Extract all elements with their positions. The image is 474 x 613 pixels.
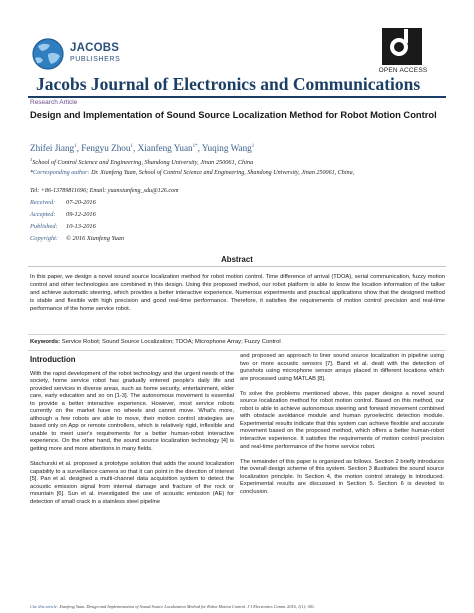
date-value: 10-13-2016 xyxy=(66,223,96,230)
keywords-label: Keywords: xyxy=(30,339,61,345)
affiliation-text: School of Control Science and Engineering, Shandong University, Jinan 250061, China xyxy=(32,159,254,167)
journal-title: Jacobs Journal of Electronics and Communications xyxy=(36,74,421,94)
header-divider xyxy=(28,96,446,98)
article-type: Research Article xyxy=(30,98,78,106)
abstract-divider xyxy=(28,266,446,267)
citation-text: Xianfeng Yuan. Design and Implementation of Sound Source Localization Method for Robot Motion Control. J J Electronics Comm. 2016, 1(1): 001. xyxy=(59,604,316,609)
body-paragraph: Stachurski et al. proposed a prototype solution that adds the sound localization capability to a surveillance camera so that it can point in the direction of interest [5]. Pan et al. designed a multi-channel data acquisition system to detect the acoustic emission signal from internal damage and fracture of the rock or mountain [6]. Sun et al. investigated the use of acoustic emission (AE) for detection of small crack in a stainless steel pipeline xyxy=(30,461,234,505)
abstract-text: In this paper, we design a novel sound source localization method for robot motion control. Time difference of arrival (TDOA), serial communication, fuzzy motion control and other technologies are combined in this design. Using this proposed method, our robot platform is able to know the location information of the talker and achieve automatic steering, which provides a better interactive experience. Numerous experiments and practical applications show that the designed method is stable and flexible with high precision and good real-time performance. Therefore, it satisfies the requirements of motion control precision and real-time performance of the home service robot. xyxy=(30,274,445,312)
author-name: Zhifei Jiang xyxy=(30,143,75,153)
body-paragraph: To solve the problems mentioned above, this paper designs a novel sound source localization method for robot motion control. Based on this method, our robot is able to achieve autonomous steering and forward movement combined with obstacle avoidance module and human pyroelectric detection module. Experimental results indicate that this system can achieve flexible and accurate movement based on the proposed method, which offers a better human-robot interactive experience. It satisfies the requirements of motion control precision and real-time performance of the home service robot. xyxy=(240,390,444,450)
body-paragraph: The remainder of this paper is organized as follows. Section 2 briefly introduces the overall design scheme of this system. Section 3 illustrates the sound source localization principle. In Section 4, the motion control strategy is introduced. Experimental results are discussed in Section 5. Section 6 is devoted to conclusion. xyxy=(240,458,444,495)
open-access-label: OPEN ACCESS xyxy=(378,67,428,74)
keywords-divider-top xyxy=(28,334,446,335)
date-label: Received: xyxy=(30,199,56,206)
keywords-divider-bottom xyxy=(28,350,446,351)
corresponding-text: Dr. Xianfeng Yuan, School of Control Science and Engineering, Shandong University, Jinan 250061, China, xyxy=(91,170,355,176)
corresponding-contact: Tel: +86-13789811696; Email: yuanxianfeng_sdu@126.com xyxy=(30,188,179,194)
right-column xyxy=(240,353,444,504)
paper-title: Design and Implementation of Sound Source Localization Method for Robot Motion Control xyxy=(30,109,437,120)
globe-icon xyxy=(30,36,66,72)
author-name: Xianfeng Yuan xyxy=(137,143,193,153)
author-list: Zhifei Jiang$^1$, Fengyu Zhou$^1$, Xianfeng Yuan$^{1*}$, Yuqing Wang$^1$ xyxy=(30,143,255,153)
author-name: Yuqing Wang xyxy=(201,143,252,153)
keywords-text: Service Robot; Sound Source Localization; TDOA; Microphone Array; Fuzzy Control xyxy=(61,339,281,345)
open-access-icon xyxy=(382,28,422,65)
body-paragraph: and proposed an approach to liner sound source localization in pipeline using two or more acoustic sensors [7]. Band et al. dealt with the detection of gunshots using microphone sensor arrays placed in different locations which are processed using MATLAB [8]. xyxy=(240,353,444,382)
affiliation-sup: 1 xyxy=(30,157,33,162)
date-label: Copyright: xyxy=(30,235,59,242)
corresponding-author: *Corresponding author: Dr. Xianfeng Yuan, School of Control Science and Engineering, Shandong University, Jinan 250061, China, xyxy=(30,170,355,176)
date-value: 07-20-2016 xyxy=(66,199,96,206)
author-sup: 1* xyxy=(192,143,198,149)
author-sup: 1 xyxy=(251,143,255,149)
abstract-heading: Abstract xyxy=(221,255,253,264)
author-sup: 1 xyxy=(130,143,133,149)
author-name: Fengyu Zhou xyxy=(81,143,131,153)
page-footer xyxy=(30,604,445,609)
date-copyright xyxy=(30,235,124,242)
date-published xyxy=(30,223,96,230)
author-sup: 1 xyxy=(74,143,77,149)
introduction-heading: Introduction xyxy=(30,355,76,364)
date-value: © 2016 Xianfeng Yuan xyxy=(66,235,125,242)
keywords xyxy=(30,339,281,345)
left-column xyxy=(30,356,234,514)
citation-label: Cite this article: xyxy=(30,604,59,609)
publisher-subtitle: PUBLISHERS xyxy=(70,56,121,63)
date-label: Accepted: xyxy=(30,211,56,218)
publisher-name: JACOBS xyxy=(70,42,120,54)
affiliation xyxy=(30,157,253,166)
publisher-logo xyxy=(30,36,135,72)
corresponding-label: Corresponding author: xyxy=(33,170,90,176)
date-value: 09-12-2016 xyxy=(66,211,96,218)
date-received xyxy=(30,199,96,206)
date-label: Published: xyxy=(30,223,58,230)
date-accepted xyxy=(30,211,96,218)
body-paragraph: With the rapid development of the robot technology and the urgent needs of the society, home service robot has gradually entered people's daily life and provided services in diverse areas, such as home security, entertainment, elder care, early education and so on [1-3]. The autonomous movement is essential to provide a better interactive experience. However, most service robots currently on the market have no wheels and cannot move. What's more, although a few robots are able to move, their motion control strategies are based only on App or remote controllers, which is relatively rigid, inflexible and unable to meet user's requirements for a better human-robot interactive experience. On the other hand, the sound source localization technology [4] is getting more and more attentions in many fields. xyxy=(30,370,234,453)
